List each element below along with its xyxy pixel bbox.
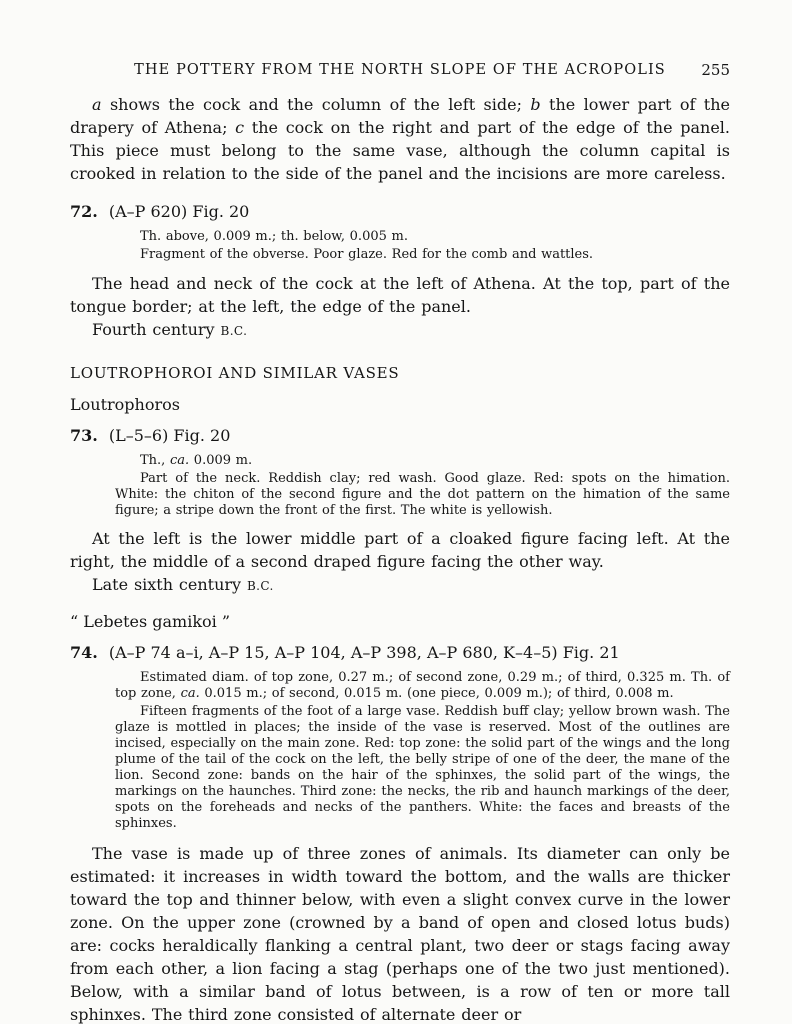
group-heading-lebetes: “ Lebetes gamikoi ”	[70, 612, 231, 631]
entry-74-dims-prefix: Estimated diam. of top zone, 0.27 m.; of second zone, 0.29 m.; of third, 0.325 m. Th. of top zone,	[115, 670, 730, 701]
entry-73-reference: (L–5–6) Fig. 20	[108, 426, 231, 445]
section-heading-loutrophoroi: LOUTROPHOROI AND SIMILAR VASES	[70, 364, 400, 382]
entry-74-dims-ca: ca.	[180, 686, 200, 701]
italic-label-a: a	[92, 95, 102, 114]
entry-73-th-ca: ca.	[169, 453, 190, 468]
entry-72-date-text: Fourth century	[92, 320, 221, 339]
subsection-heading-loutrophoros: Loutrophoros	[70, 395, 180, 414]
entry-72-number: 72.	[70, 202, 98, 221]
entry-74-detail-dimensions	[115, 670, 730, 702]
intro-text-1: shows the cock and the column of the left side;	[101, 95, 531, 114]
entry-74-dims-suffix: 0.015 m.; of second, 0.015 m. (one piece, 0.009 m.); of third, 0.008 m.	[199, 686, 674, 701]
italic-label-c: c	[235, 118, 245, 137]
entry-72-heading	[70, 200, 730, 223]
running-head-title: THE POTTERY FROM THE NORTH SLOPE OF THE ACROPOLIS	[134, 62, 666, 78]
entry-72-description: The head and neck of the cock at the left of Athena. At the top, part of the tongue border; at the left, the edge of the panel.	[70, 274, 730, 316]
italic-label-b: b	[530, 95, 541, 114]
entry-73-date-text: Late sixth century	[92, 575, 247, 594]
intro-text-3: the cock on the right and part of the edge of the panel. This piece must belong to the same vase, although the column capital is crooked in relation to the side of the panel and the incisions are more careless.	[70, 118, 730, 183]
entry-74-number: 74.	[70, 643, 98, 662]
entry-72-date	[70, 318, 730, 343]
entry-73-detail-line	[115, 453, 730, 469]
entry-73-th-prefix: Th.,	[140, 453, 170, 468]
entry-73-details	[115, 453, 730, 519]
entry-74-reference: (A–P 74 a–i, A–P 15, A–P 104, A–P 398, A–P 680, K–4–5) Fig. 21	[108, 643, 620, 662]
entry-74-detail-body: Fifteen fragments of the foot of a large vase. Reddish buff clay; yellow brown wash. The glaze is mottled in places; the inside of the vase is reserved. Most of the outlines are incised, especially on the main zone. Red: top zone: the solid part of the wings and the long plume of the tail of the cock on the left, the belly stripe of one of the deer, the mane of the lion. Second zone: bands on the hair of the sphinxes, the solid part of the wings, the markings on the haunches. Third zone: the necks, the rib and haunch markings of the deer, spots on the foreheads and necks of the panthers. White: the faces and breasts of the sphinxes.	[115, 704, 730, 831]
entry-73-number: 73.	[70, 426, 98, 445]
entry-73-detail-body: Part of the neck. Reddish clay; red wash. Good glaze. Red: spots on the himation. White: the chiton of the second figure and the dot pattern on the himation of the same figure; a stripe down the front of the first. The white is yellowish.	[115, 471, 730, 518]
entry-73-heading	[70, 424, 730, 447]
entry-73-date	[70, 573, 730, 598]
entry-73-description: At the left is the lower middle part of a cloaked figure facing left. At the right, the middle of a second draped figure facing the other way.	[70, 529, 730, 571]
entry-72-date-era: B.C.	[220, 324, 248, 338]
entry-74-heading	[70, 641, 730, 664]
entry-74-description: The vase is made up of three zones of animals. Its diameter can only be estimated: it increases in width toward the bottom, and the walls are thicker toward the top and thinner below, with even a slight convex curve in the lower zone. On the upper zone (crowned by a band of open and closed lotus buds) are: cocks heraldically flanking a central plant, two deer or stags facing away from each other, a lion facing a stag (perhaps one of the two just mentioned). Below, with a similar band of lotus between, is a row of ten or more tall sphinxes. The third zone consisted of alternate deer or	[70, 844, 730, 1024]
page-header	[70, 60, 730, 80]
intro-text-2: the lower part of the drapery of Athena;	[70, 95, 730, 137]
entry-72-detail-line: Fragment of the obverse. Poor glaze. Red for the comb and wattles.	[140, 247, 594, 262]
entry-72-details	[115, 229, 730, 263]
entry-72-detail-line: Th. above, 0.009 m.; th. below, 0.005 m.	[140, 229, 408, 244]
entry-73-th-suffix: 0.009 m.	[189, 453, 253, 468]
entry-74-details	[115, 670, 730, 832]
entry-72-reference: (A–P 620) Fig. 20	[108, 202, 250, 221]
paragraph-intro	[70, 93, 730, 185]
page-number: 255	[701, 61, 730, 79]
entry-73-date-era: B.C.	[246, 579, 274, 593]
